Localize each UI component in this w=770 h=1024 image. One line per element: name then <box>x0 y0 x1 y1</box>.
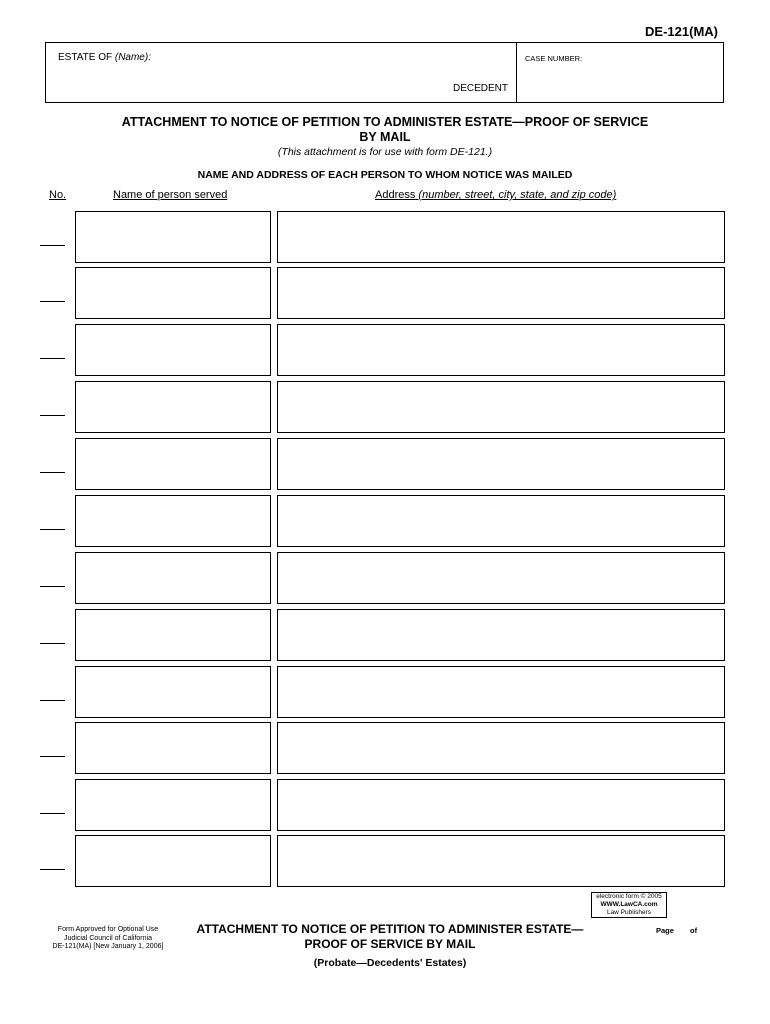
of-label: of <box>690 926 698 935</box>
row-number-field[interactable] <box>40 869 65 870</box>
name-field[interactable] <box>75 495 271 547</box>
column-header-name: Name of person served <box>113 189 228 201</box>
stamp-website: WWW.LawCA.com <box>600 901 658 908</box>
row-number-field[interactable] <box>40 529 65 530</box>
row-number-field[interactable] <box>40 415 65 416</box>
address-field[interactable] <box>277 835 725 887</box>
name-field[interactable] <box>75 438 271 490</box>
footer-title-line-2: PROOF OF SERVICE BY MAIL <box>304 937 476 951</box>
address-field[interactable] <box>277 438 725 490</box>
title-line-2: BY MAIL <box>359 130 411 144</box>
page-label: Page <box>656 926 674 935</box>
column-header-no: No. <box>49 189 67 201</box>
row-number-field[interactable] <box>40 358 65 359</box>
row-number-field[interactable] <box>40 643 65 644</box>
served-row <box>0 666 770 718</box>
row-number-field[interactable] <box>40 586 65 587</box>
decedent-label: DECEDENT <box>453 83 509 94</box>
served-row <box>0 779 770 831</box>
name-field[interactable] <box>75 324 271 376</box>
attachment-subtitle: (This attachment is for use with form DE-121.) <box>277 146 493 158</box>
title-line-1: ATTACHMENT TO NOTICE OF PETITION TO ADMINISTER ESTATE—PROOF OF SERVICE <box>121 115 649 129</box>
publisher-stamp <box>591 892 667 918</box>
address-header-hint: (number, street, city, state, and zip code) <box>418 189 617 201</box>
footer-title-line-1: ATTACHMENT TO NOTICE OF PETITION TO ADMINISTER ESTATE— <box>196 922 584 936</box>
name-field[interactable] <box>75 722 271 774</box>
name-field[interactable] <box>75 211 271 263</box>
address-field[interactable] <box>277 552 725 604</box>
served-row <box>0 495 770 547</box>
address-field[interactable] <box>277 609 725 661</box>
section-heading: NAME AND ADDRESS OF EACH PERSON TO WHOM NOTICE WAS MAILED <box>197 169 573 181</box>
address-header-text: Address <box>375 189 416 201</box>
served-row <box>0 267 770 319</box>
row-number-field[interactable] <box>40 756 65 757</box>
column-header-address <box>375 189 616 201</box>
name-field[interactable] <box>75 381 271 433</box>
served-row <box>0 552 770 604</box>
attachment-title <box>0 115 770 145</box>
name-field[interactable] <box>75 835 271 887</box>
served-row <box>0 438 770 490</box>
served-row <box>0 381 770 433</box>
name-field[interactable] <box>75 779 271 831</box>
row-number-field[interactable] <box>40 245 65 246</box>
address-field[interactable] <box>277 779 725 831</box>
address-field[interactable] <box>277 722 725 774</box>
row-number-field[interactable] <box>40 813 65 814</box>
footer-title <box>172 922 608 952</box>
case-number-label[interactable]: CASE NUMBER: <box>525 54 583 63</box>
stamp-publisher: Law Publishers <box>606 909 652 916</box>
row-number-field[interactable] <box>40 301 65 302</box>
estate-name-hint: (Name): <box>114 52 151 63</box>
address-field[interactable] <box>277 211 725 263</box>
served-row <box>0 211 770 263</box>
estate-of-label[interactable] <box>58 52 151 63</box>
stamp-copyright: electronic form © 2005 <box>596 893 662 900</box>
caption-box <box>45 42 724 103</box>
served-row <box>0 609 770 661</box>
row-number-field[interactable] <box>40 472 65 473</box>
approval-line-1: Form Approved for Optional Use <box>57 926 159 933</box>
form-approval-note <box>43 926 173 952</box>
address-field[interactable] <box>277 324 725 376</box>
approval-line-2: Judicial Council of California <box>64 934 152 942</box>
address-field[interactable] <box>277 495 725 547</box>
estate-label-text: ESTATE OF <box>58 52 113 63</box>
address-field[interactable] <box>277 267 725 319</box>
form-id: DE-121(MA) <box>645 24 718 39</box>
served-row <box>0 722 770 774</box>
approval-line-3: DE-121(MA) [New January 1, 2006] <box>52 943 164 950</box>
name-field[interactable] <box>75 609 271 661</box>
address-field[interactable] <box>277 381 725 433</box>
row-number-field[interactable] <box>40 700 65 701</box>
served-row <box>0 324 770 376</box>
served-row <box>0 835 770 887</box>
footer-subtitle: (Probate—Decedents' Estates) <box>313 957 467 969</box>
caption-divider <box>516 43 517 102</box>
name-field[interactable] <box>75 267 271 319</box>
name-field[interactable] <box>75 552 271 604</box>
name-field[interactable] <box>75 666 271 718</box>
address-field[interactable] <box>277 666 725 718</box>
